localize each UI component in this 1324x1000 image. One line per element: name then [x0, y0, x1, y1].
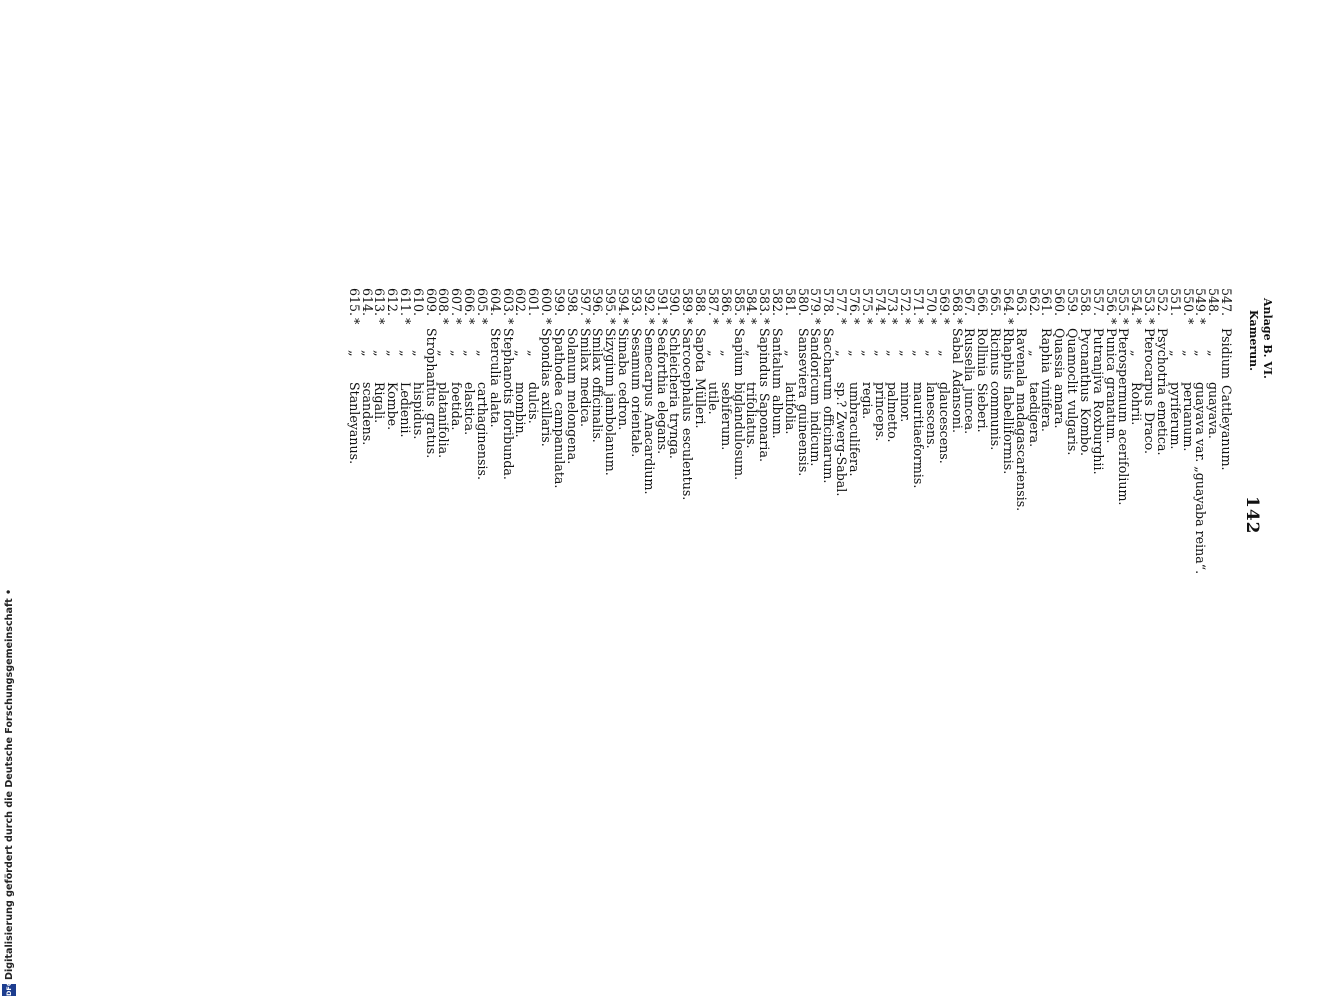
section-subtitle: Kamerun. — [1247, 310, 1260, 371]
list-item — [449, 288, 465, 524]
genus-name: Sanseviera — [795, 328, 811, 399]
asterisk-mark: * — [1116, 318, 1132, 325]
digitization-credit — [2, 4, 16, 996]
asterisk-mark: * — [462, 318, 478, 325]
genus-name: „ — [744, 350, 760, 357]
list-item — [975, 288, 991, 524]
species-name: granatum. — [1103, 377, 1119, 444]
asterisk-mark: * — [641, 318, 657, 325]
entry-number: 595. — [603, 288, 619, 317]
genus-name: „ — [398, 350, 413, 357]
entry-number: 615. — [346, 288, 362, 317]
asterisk-mark: * — [911, 318, 927, 325]
list-item — [988, 288, 1004, 524]
species-name: trifoliatus. — [744, 382, 760, 449]
entry-number: 550. — [1180, 288, 1196, 317]
genus-name: Sapium — [731, 328, 747, 377]
species-name: sp.? Zwerg-Sabal. — [834, 382, 850, 497]
asterisk-mark: * — [744, 318, 760, 325]
asterisk-mark: * — [936, 318, 952, 325]
species-name: biglandulosum. — [731, 382, 747, 481]
entry-number: 606. — [462, 288, 478, 317]
species-name: minor. — [898, 382, 914, 423]
genus-name: „ — [1026, 350, 1042, 357]
entry-number: 604. — [487, 288, 503, 317]
entry-number: 554. — [1129, 288, 1145, 317]
entry-number: 561. — [1039, 288, 1055, 317]
list-item — [629, 288, 642, 524]
entry-number: 572. — [898, 288, 914, 317]
species-name: guineensis. — [795, 404, 811, 477]
species-name: pyriferum. — [1167, 382, 1183, 450]
genus-name: „ — [436, 350, 452, 357]
list-item — [1142, 288, 1158, 524]
genus-name: „ — [513, 350, 529, 357]
entry-number: 560. — [1052, 288, 1068, 317]
entry-number: 602. — [513, 288, 529, 317]
asterisk-mark: * — [1129, 318, 1145, 325]
genus-name: „ — [872, 350, 888, 357]
genus-name: „ — [410, 350, 426, 357]
species-name: dulcis. — [526, 382, 542, 424]
list-item — [603, 288, 619, 524]
entry-number: 575. — [859, 288, 875, 317]
genus-name: „ — [1193, 350, 1209, 357]
list-item — [462, 288, 478, 524]
genus-name: „ — [474, 350, 490, 357]
entry-number: 587. — [705, 288, 721, 317]
genus-name: Spondias — [539, 328, 555, 387]
genus-name: Russelia — [962, 328, 978, 382]
list-item — [398, 288, 411, 524]
entry-number: 585. — [731, 288, 747, 317]
genus-name: „ — [782, 350, 798, 357]
genus-name: „ — [1180, 350, 1196, 357]
asterisk-mark: * — [923, 318, 939, 325]
species-name: melongena. — [564, 390, 580, 465]
list-item — [475, 288, 488, 524]
asterisk-mark: * — [1142, 318, 1158, 325]
genus-name: Sarcocephalus — [680, 328, 696, 422]
plant-list — [346, 288, 1234, 575]
species-name: floribunda. — [500, 410, 516, 480]
genus-name: Sandoricum — [808, 328, 824, 406]
genus-name: „ — [449, 350, 465, 357]
genus-name: Sterculia — [487, 328, 503, 386]
entry-number: 598. — [564, 288, 580, 317]
entry-number: 611. — [398, 288, 413, 317]
genus-name: „ — [936, 350, 952, 357]
genus-name: Strophantus — [423, 328, 439, 407]
asterisk-mark: * — [949, 318, 965, 325]
genus-name: Ravenala — [1013, 328, 1029, 388]
species-name: Saponaria. — [757, 393, 773, 462]
species-name: guayava var. „guayaba reina“. — [1193, 382, 1209, 575]
list-item — [757, 288, 773, 524]
genus-name: Stephanotis — [500, 328, 516, 405]
species-name: Sieberi. — [975, 383, 991, 433]
digitization-credit-text: Digitalisierung gefördert durch die Deutsche Forschungsgemeinschaft • — [4, 588, 15, 980]
entry-number: 574. — [872, 288, 888, 317]
entry-number: 605. — [474, 288, 490, 317]
species-name: peruanum. — [1180, 382, 1196, 452]
species-name: vinifera. — [1039, 379, 1055, 432]
species-name: glaucescens. — [936, 382, 952, 464]
entry-number: 566. — [975, 288, 991, 317]
genus-name: „ — [898, 350, 914, 357]
species-name: officinalis. — [590, 377, 606, 443]
list-item — [539, 288, 555, 524]
species-name: taedigera. — [1026, 382, 1042, 448]
genus-name: Sesamum — [628, 328, 644, 391]
entry-number: 570. — [923, 288, 939, 317]
genus-name: „ — [911, 350, 927, 357]
genus-name: „ — [526, 350, 542, 357]
asterisk-mark: * — [616, 318, 632, 325]
asterisk-mark: * — [808, 318, 824, 325]
entry-number: 594. — [616, 288, 632, 317]
genus-name: „ — [346, 350, 362, 357]
list-item — [552, 288, 565, 524]
species-name: umbraculifera. — [846, 382, 862, 477]
entry-number: 551. — [1167, 288, 1183, 317]
genus-name: Ricinus — [988, 328, 1004, 376]
species-name: amara. — [1052, 384, 1068, 429]
genus-name: Sapindus — [757, 328, 773, 387]
dfg-logo: DFG — [2, 984, 16, 996]
entry-number: 593. — [628, 288, 644, 317]
asterisk-mark: * — [539, 318, 555, 325]
asterisk-mark: * — [1193, 318, 1209, 325]
species-name: Anacardium. — [641, 413, 657, 495]
genus-name: Quassia — [1052, 328, 1068, 379]
genus-name: Smilax — [590, 328, 606, 372]
genus-name: Seaforthia — [654, 328, 670, 395]
genus-name: Rollinia — [975, 328, 991, 377]
genus-name: „ — [1167, 350, 1183, 357]
entry-number: 577. — [834, 288, 850, 317]
genus-name: Pycnanthus — [1077, 328, 1093, 403]
genus-name: Semecarpus — [641, 328, 657, 407]
list-item — [1129, 288, 1145, 524]
genus-name: Rhaphis — [1000, 328, 1016, 380]
species-name: hispidus. — [410, 382, 426, 440]
species-name: mauritiaeformis. — [911, 382, 927, 489]
list-item — [1206, 288, 1222, 524]
asterisk-mark: * — [346, 318, 362, 325]
genus-name: „ — [1206, 350, 1222, 357]
entry-number: 612. — [385, 288, 401, 317]
entry-number: 559. — [1065, 288, 1081, 317]
genus-name: Saccharum — [821, 328, 837, 400]
asterisk-mark: * — [372, 318, 388, 325]
asterisk-mark: * — [1180, 318, 1196, 325]
entry-number: 603. — [500, 288, 516, 317]
asterisk-mark: * — [885, 318, 901, 325]
entry-number: 607. — [449, 288, 465, 317]
genus-name: Raphia — [1039, 328, 1055, 373]
species-name: lanescens. — [923, 382, 939, 449]
entry-number: 580. — [795, 288, 811, 317]
entry-number: 549. — [1193, 288, 1209, 317]
entry-number: 567. — [962, 288, 978, 317]
species-name: Rigali. — [372, 382, 388, 424]
asterisk-mark: * — [398, 318, 413, 325]
asterisk-mark: * — [474, 318, 490, 325]
list-item — [385, 288, 401, 524]
genus-name: „ — [1129, 350, 1145, 357]
species-name: guayava. — [1206, 382, 1222, 439]
list-item — [616, 288, 632, 524]
genus-name: „ — [718, 350, 734, 357]
page-number: 142 — [1242, 496, 1262, 535]
genus-name: „ — [359, 350, 375, 357]
document-page — [90, 288, 1280, 575]
genus-name: Pterospermum — [1116, 328, 1132, 423]
list-item — [680, 288, 696, 524]
species-name: scandens. — [359, 382, 375, 446]
asterisk-mark: * — [680, 318, 696, 325]
species-name: axillaris. — [539, 392, 555, 447]
species-name: sebiferum. — [718, 382, 734, 451]
entry-number: 608. — [436, 288, 452, 317]
species-name: carthaginensis. — [474, 382, 490, 480]
list-item — [834, 288, 850, 524]
species-name: utile. — [705, 382, 721, 415]
entry-number: 563. — [1013, 288, 1029, 317]
entry-number: 586. — [718, 288, 734, 317]
asterisk-mark: * — [436, 318, 452, 325]
entry-number: 583. — [757, 288, 773, 317]
entry-number: 557. — [1090, 288, 1106, 317]
entry-number: 564. — [1000, 288, 1016, 317]
entry-number: 552. — [1154, 288, 1170, 317]
entry-number: 565. — [988, 288, 1004, 317]
entry-number: 613. — [372, 288, 388, 317]
species-name: platanifolia. — [436, 382, 452, 459]
list-item — [526, 288, 542, 524]
species-name: Kombo. — [1077, 408, 1093, 457]
species-name: Ledienii. — [398, 382, 413, 438]
entry-number: 584. — [744, 288, 760, 317]
entry-number: 555. — [1116, 288, 1132, 317]
entry-number: 599. — [551, 288, 567, 317]
entry-number: 597. — [577, 288, 593, 317]
entry-number: 558. — [1077, 288, 1093, 317]
genus-name: Simaba — [616, 328, 632, 376]
entry-number: 568. — [949, 288, 965, 317]
species-name: campanulata. — [551, 402, 567, 489]
species-name: alata. — [487, 392, 503, 428]
species-name: elegans. — [654, 401, 670, 455]
species-name: communis. — [988, 381, 1004, 451]
entry-number: 610. — [410, 288, 426, 317]
list-item — [822, 288, 835, 524]
genus-name: Sizygium — [603, 328, 619, 387]
entry-number: 556. — [1103, 288, 1119, 317]
asterisk-mark: * — [718, 318, 734, 325]
species-name: flabelliformis. — [1000, 386, 1016, 475]
entry-number: 569. — [936, 288, 952, 317]
species-name: Adansoni. — [949, 370, 965, 433]
asterisk-mark: * — [654, 318, 670, 325]
entry-number: 553. — [1142, 288, 1158, 317]
genus-name: „ — [885, 350, 901, 357]
genus-name: Schleicheria — [667, 328, 683, 408]
asterisk-mark: * — [577, 318, 593, 325]
entry-number: 596. — [590, 288, 606, 317]
genus-name: „ — [846, 350, 862, 357]
entry-number: 591. — [654, 288, 670, 317]
species-name: Stanleyanus. — [346, 382, 362, 465]
asterisk-mark: * — [757, 318, 773, 325]
species-name: regia. — [859, 382, 875, 420]
asterisk-mark: * — [1103, 318, 1119, 325]
species-name: Mülleri. — [693, 378, 709, 429]
entry-number: 579. — [808, 288, 824, 317]
asterisk-mark: * — [603, 318, 619, 325]
entry-number: 609. — [423, 288, 439, 317]
species-name: Rohrii. — [1129, 382, 1145, 426]
asterisk-mark: * — [731, 318, 747, 325]
genus-name: Punica — [1103, 328, 1119, 372]
list-item — [911, 288, 927, 524]
genus-name: „ — [834, 350, 850, 357]
asterisk-mark: * — [449, 318, 465, 325]
species-name: latifolia. — [782, 382, 798, 435]
list-item — [1091, 288, 1104, 524]
genus-name: Pterocarpus — [1142, 328, 1158, 406]
genus-name: Santalum — [770, 328, 786, 389]
genus-name: „ — [923, 350, 939, 357]
entry-number: 614. — [359, 288, 375, 317]
species-name: emetica. — [1154, 401, 1170, 456]
asterisk-mark: * — [898, 318, 914, 325]
species-name: album. — [770, 395, 786, 439]
entry-number: 547. — [1219, 288, 1234, 317]
entry-number: 548. — [1206, 288, 1222, 317]
species-name: foetida. — [449, 382, 465, 431]
species-name: Draco. — [1142, 412, 1158, 455]
species-name: princeps. — [872, 382, 888, 442]
entry-number: 582. — [770, 288, 786, 317]
species-name: cedron. — [616, 382, 632, 431]
genus-name: Smilax — [577, 328, 593, 372]
species-name: Roxburghii. — [1090, 400, 1106, 475]
list-item — [1052, 288, 1068, 524]
list-item — [1001, 288, 1014, 524]
entry-number: 578. — [821, 288, 837, 317]
list-item — [924, 288, 937, 524]
list-item — [1065, 288, 1081, 524]
genus-name: „ — [705, 350, 721, 357]
entry-number: 581. — [782, 288, 798, 317]
section-title: Anlage B. VI. — [1261, 298, 1274, 379]
genus-name: Quamoclit — [1065, 328, 1081, 394]
genus-name: Psidium — [1219, 328, 1234, 379]
species-name: palmetto. — [885, 382, 901, 443]
list-item — [898, 288, 914, 524]
species-name: jambolanum. — [603, 393, 619, 476]
list-item — [847, 288, 860, 524]
genus-name: „ — [372, 350, 388, 357]
species-name: mombin. — [513, 382, 529, 438]
species-name: Kombe. — [385, 382, 401, 431]
entry-number: 573. — [885, 288, 901, 317]
list-item — [770, 288, 786, 524]
entry-number: 589. — [680, 288, 696, 317]
species-name: vulgaris. — [1065, 400, 1081, 456]
genus-name: Psychotria — [1154, 328, 1170, 396]
asterisk-mark: * — [705, 318, 721, 325]
entry-number: 562. — [1026, 288, 1042, 317]
asterisk-mark: * — [1000, 318, 1016, 325]
genus-name: Sabal — [949, 328, 965, 364]
species-name: trynga. — [667, 413, 683, 459]
genus-name: Putranjiva — [1090, 328, 1106, 394]
asterisk-mark: * — [846, 318, 862, 325]
species-name: juncea. — [962, 388, 978, 435]
entry-number: 576. — [846, 288, 862, 317]
species-name: indicum. — [808, 411, 824, 467]
asterisk-mark: * — [872, 318, 888, 325]
asterisk-mark: * — [834, 318, 850, 325]
list-item — [693, 288, 709, 524]
asterisk-mark: * — [859, 318, 875, 325]
entry-number: 588. — [693, 288, 709, 317]
genus-name: Solanum — [564, 328, 580, 384]
entry-number: 571. — [911, 288, 927, 317]
list-item — [1219, 288, 1232, 524]
genus-name: „ — [385, 350, 401, 357]
species-name: acerifolium. — [1116, 429, 1132, 506]
asterisk-mark: * — [500, 318, 516, 325]
entry-number: 592. — [641, 288, 657, 317]
genus-name: Spathodea — [551, 328, 567, 396]
species-name: esculentus. — [680, 428, 696, 501]
entry-number: 590. — [667, 288, 683, 317]
genus-name: „ — [462, 350, 478, 357]
genus-name: Sapota — [693, 328, 709, 373]
entry-number: 600. — [539, 288, 555, 317]
species-name: orientale. — [628, 396, 644, 458]
species-name: gratus. — [423, 413, 439, 459]
species-name: madagascariensis. — [1013, 393, 1029, 512]
species-name: Cattleyanum. — [1219, 385, 1234, 471]
list-item — [347, 288, 360, 524]
species-name: officinarum. — [821, 406, 837, 484]
species-name: elastica. — [462, 382, 478, 436]
genus-name: „ — [859, 350, 875, 357]
species-name: medica. — [577, 377, 593, 428]
entry-number: 601. — [526, 288, 542, 317]
